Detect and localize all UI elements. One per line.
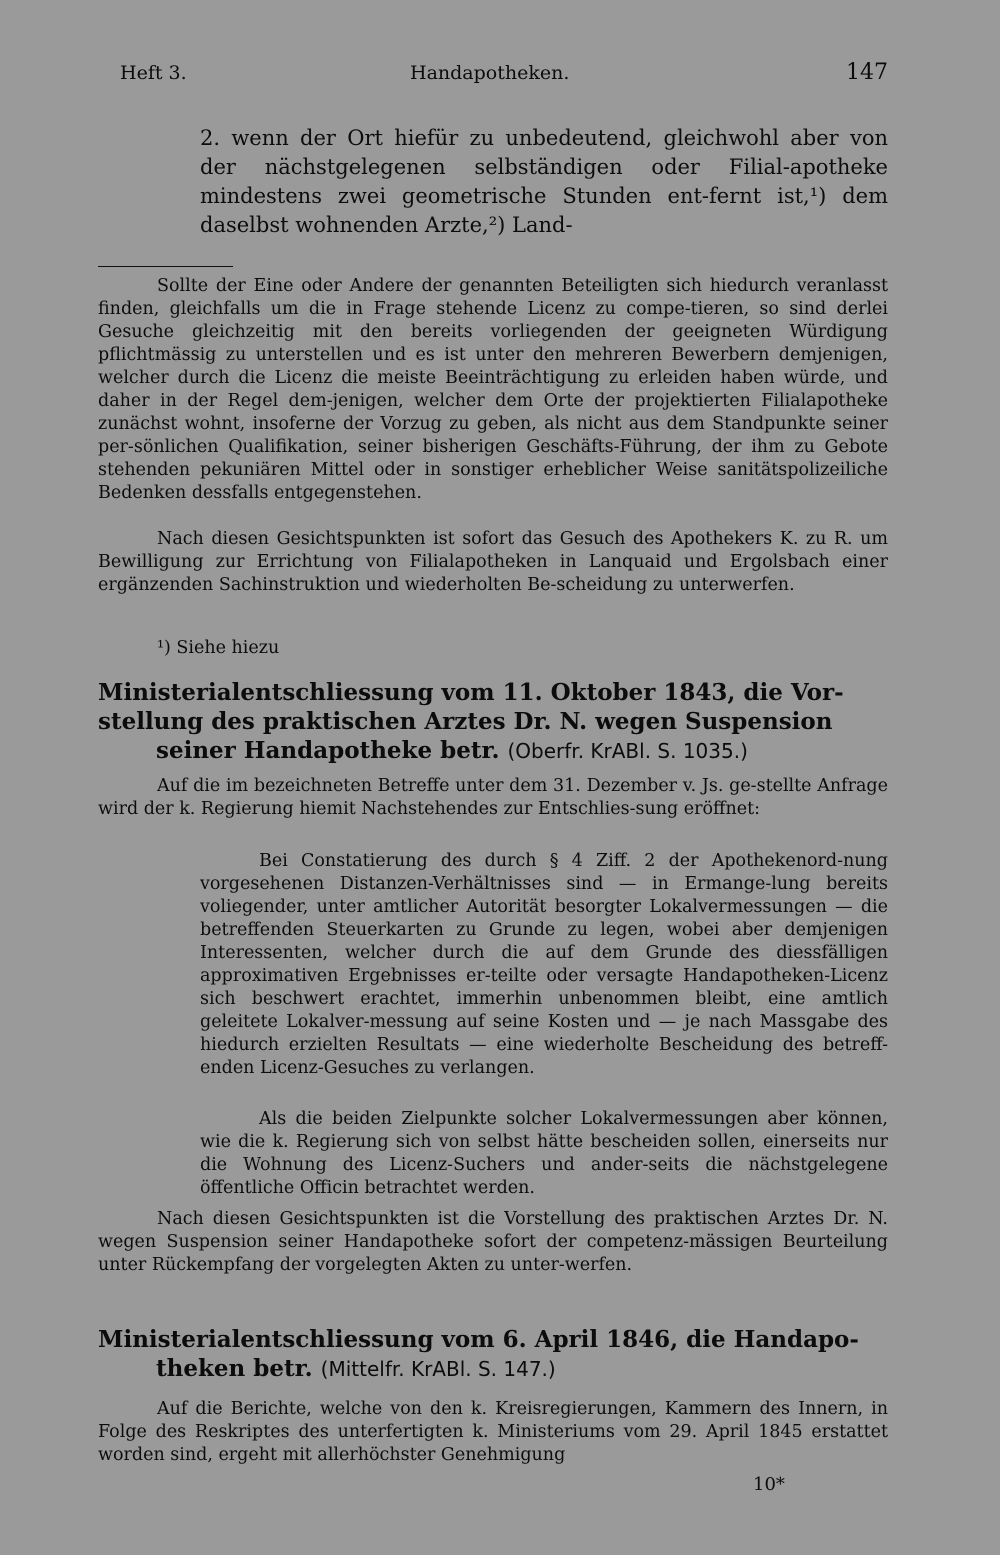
title-line: Ministerialentschliessung vom 11. Oktober 1843, die Vor- — [98, 679, 844, 706]
running-header — [98, 60, 888, 90]
footnote-paragraph-1: Sollte der Eine oder Andere der genannten Beteiligten sich hiedurch veranlasst finden, gleichfalls um die in Frage stehende Licenz zu compe-tieren, so sind derlei Gesuche gleichzeitig mit den bereits vorliegenden der geeigneten Würdigung pflichtmässig zu unterstellen und es ist unter den mehreren Bewerbern demjenigen, welcher durch die Licenz die meiste Beeinträchtigung zu erleiden haben würde, und daher in der Regel dem-jenigen, welcher dem Orte der projektierten Filialapotheke zunächst wohnt, insoferne der Vorzug zu geben, als nicht aus dem Standpunkte seiner per-sönlichen Qualifikation, seiner bisherigen Geschäfts-Führung, der ihm zu Gebote stehenden pekuniären Mittel oder in sonstiger erheblicher Weise sanitätspolizeiliche Bedenken dessfalls entgegenstehen. — [98, 276, 888, 503]
issue-label: Heft 3. — [120, 62, 187, 84]
title-line: Ministerialentschliessung vom 6. April 1846, die Handapo- — [98, 1326, 859, 1353]
quoted-paragraph-2: Als die beiden Zielpunkte solcher Lokalvermessungen aber können, wie die k. Regierung sich von selbst hätte bescheiden sollen, einerseits nur die Wohnung des Licenz-Suchers und ander-seits die nächstgelegene öffentliche Officin betrachtet werden. — [200, 1109, 888, 1198]
paragraph: Nach diesen Gesichtspunkten ist die Vorstellung des praktischen Arztes Dr. N. wegen Suspension seiner Handapotheke sofort der competenz-mässigen Beurteilung unter Rückempfang der vorgelegten Akten zu unter-werfen. — [98, 1209, 888, 1275]
title-line — [98, 736, 888, 766]
page-number: 147 — [846, 60, 888, 85]
source-reference: (Mittelfr. KrABl. S. 147.) — [320, 1357, 556, 1381]
list-item-2: 2. wenn der Ort hiefür zu unbedeutend, gleichwohl aber von der nächstgelegenen selbständigen oder Filial-apotheke mindestens zwei geometrische Stunden ent-fernt ist,¹) dem daselbst wohnenden Arzte,²) Land- — [200, 126, 888, 237]
source-reference: (Oberfr. KrABl. S. 1035.) — [507, 739, 748, 763]
title-line: stellung des praktischen Arztes Dr. N. wegen Suspension — [98, 708, 833, 735]
signature-mark: 10* — [753, 1474, 785, 1495]
title-line — [98, 1354, 888, 1384]
paragraph: Auf die Berichte, welche von den k. Kreisregierungen, Kammern des Innern, in Folge des Reskriptes des unterfertigten k. Ministeriums vom 29. April 1845 erstattet worden sind, ergeht mit allerhöchster Genehmigung — [98, 1399, 888, 1465]
footnote-paragraph-2: Nach diesen Gesichtspunkten ist sofort das Gesuch des Apothekers K. zu R. um Bewilligung zur Errichtung von Filialapotheken in Lanquaid und Ergolsbach einer ergänzenden Sachinstruktion und wiederholten Be-scheidung zu unterwerfen. — [98, 529, 888, 595]
footnote-rule — [98, 266, 233, 267]
section-title-1843 — [98, 678, 888, 766]
title-text: seiner Handapotheke betr. — [156, 737, 500, 764]
section-heading: Handapotheken. — [410, 62, 570, 84]
footnote-reference: ¹) Siehe hiezu — [157, 638, 280, 658]
title-text: theken betr. — [156, 1355, 313, 1382]
section-title-1846 — [98, 1325, 888, 1384]
paragraph: Auf die im bezeichneten Betreffe unter dem 31. Dezember v. Js. ge-stellte Anfrage wird der k. Regierung hiemit Nachstehendes zur Entschlies-sung eröffnet: — [98, 776, 888, 819]
quoted-paragraph-1: Bei Constatierung des durch § 4 Ziff. 2 der Apothekenord-nung vorgesehenen Distanzen-Verhältnisses sind — in Ermange-lung bereits voliegender, unter amtlicher Autorität besorgter Lokalvermessungen — die betreffenden Steuerkarten zu Grunde zu legen, wobei aber demjenigen Interessenten, welcher durch die auf dem Grunde des diessfälligen approximativen Ergebnisses er-teilte oder versagte Handapotheken-Licenz sich beschwert erachtet, immerhin unbenommen bleibt, eine amtlich geleitete Lokalver-messung auf seine Kosten und — je nach Massgabe des hiedurch erzielten Resultats — eine wiederholte Bescheidung des betreff-enden Licenz-Gesuches zu verlangen. — [200, 851, 888, 1078]
